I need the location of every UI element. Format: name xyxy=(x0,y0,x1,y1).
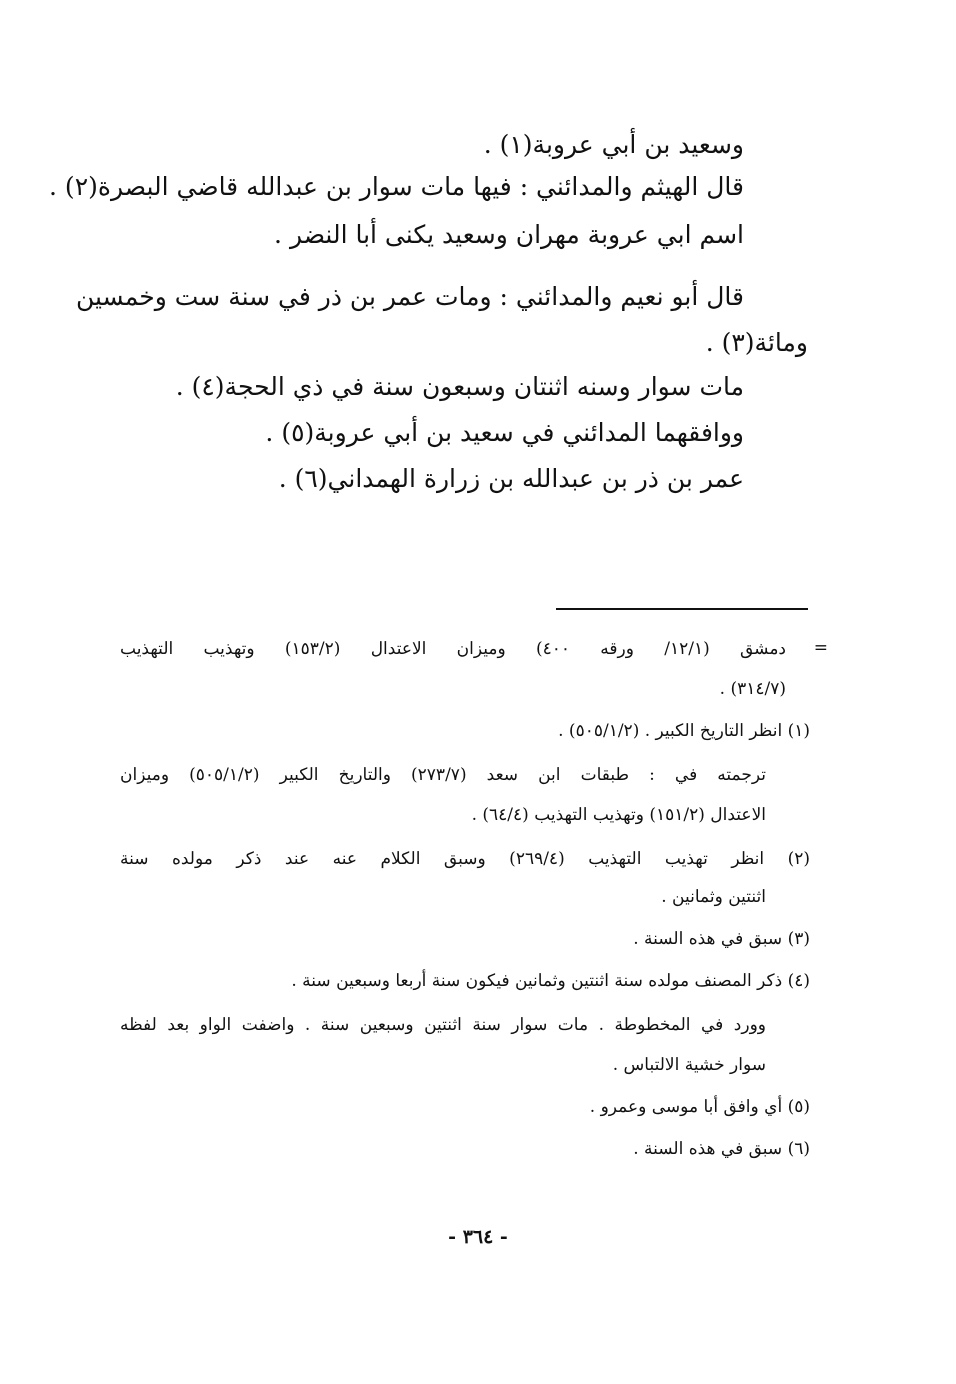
footnote-line-4: ترجمته في : طبقات ابن سعد (٢٧٣/٧) والتاريخ الكبير (٥٠٥/١/٢) وميزان xyxy=(120,765,767,785)
footnote-line-7: اثنتين وثمانين . xyxy=(661,887,766,907)
main-text-line-8: عمر بن ذر بن عبدالله بن زرارة الهمداني(٦) . xyxy=(278,464,744,493)
page-number: - ٣٦٤ - xyxy=(448,1226,508,1248)
footnote-line-13: (٦) سبق في هذه السنة . xyxy=(633,1139,810,1159)
main-text-line-7: ووافقهما المدائني في سعيد بن أبي عروبة(٥) . xyxy=(265,418,744,447)
footnote-line-3: (١) انظر التاريخ الكبير . (٥٠٥/١/٢) . xyxy=(558,721,810,741)
main-text-line-5: ومائة(٣) . xyxy=(705,328,808,357)
main-text-line-6: مات سوار وسنه اثنتان وسبعون سنة في ذي الحجة(٤) . xyxy=(175,372,744,401)
footnote-line-9: (٤) ذكر المصنف مولده سنة اثنتين وثمانين فيكون سنة أربعا وسبعين سنة . xyxy=(291,971,810,991)
continuation-mark: = xyxy=(813,638,828,658)
footnote-line-2: (٣١٤/٧) . xyxy=(719,679,786,699)
footnote-line-12: (٥) أي وافق أبا موسى وعمرو . xyxy=(589,1097,810,1117)
main-text-line-1: وسعيد بن أبي عروبة(١) . xyxy=(483,130,744,159)
footnote-separator xyxy=(556,608,808,610)
main-text-line-4: قال أبو نعيم والمدائني : ومات عمر بن ذر في سنة ست وخمسين xyxy=(75,282,744,311)
main-text-line-3: اسم ابي عروبة مهران وسعيد يكنى أبا النضر . xyxy=(274,220,744,249)
main-text-line-2: قال الهيثم والمدائني : فيها مات سوار بن عبدالله قاضي البصرة(٢) . xyxy=(49,172,744,201)
footnote-line-5: الاعتدال (١٥١/٢) وتهذيب التهذيب (٦٤/٤) . xyxy=(471,805,766,825)
footnote-line-10: وورد في المخطوطة . مات سوار سنة اثنتين وسبعين سنة . واضفت الواو بعد لفظه xyxy=(120,1015,766,1035)
footnote-line-8: (٣) سبق في هذه السنة . xyxy=(633,929,810,949)
footnote-line-1: دمشق (١٢/١/ ورقه ٤٠٠) وميزان الاعتدال (١٥٣/٢) وتهذيب التهذيب xyxy=(120,639,787,659)
footnote-line-11: سوار خشية الالتباس . xyxy=(612,1055,766,1075)
footnote-line-6: (٢) انظر تهذيب التهذيب (٢٦٩/٤) وسبق الكلام عنه عند ذكر مولده سنة xyxy=(120,849,810,869)
